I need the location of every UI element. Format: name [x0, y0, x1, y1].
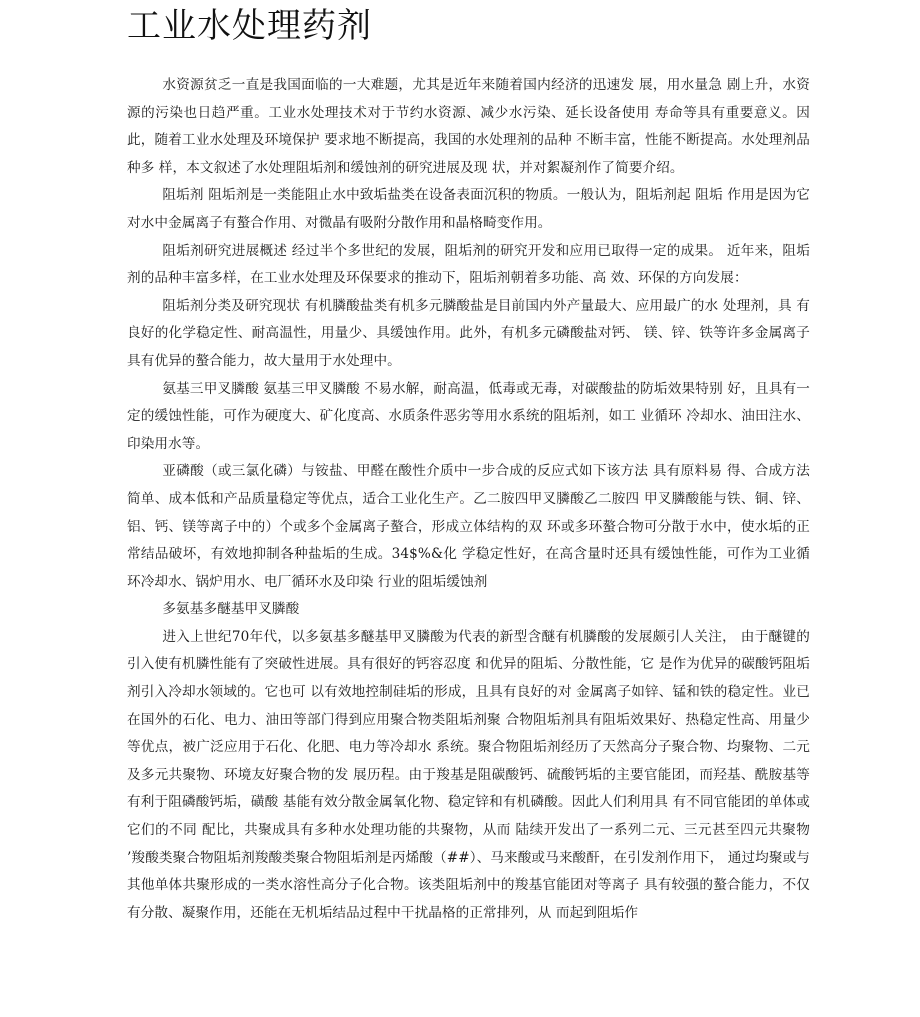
- paragraph-research-overview: 阻垢剂研究进展概述 经过半个多世纪的发展，阻垢剂的研究开发和应用已取得一定的成果。 近年来，阻垢剂的品种丰富多样，在工业水处理及环保要求的推动下，阻垢剂朝着多功能、高 效、环保的方向发展：: [127, 242, 810, 287]
- paragraph-classification: 阻垢剂分类及研究现状 有机膦酸盐类有机多元膦酸盐是目前国内外产量最大、应用最广的水 处理剂，具 有良好的化学稳定性、耐高温性，用量少、具缓蚀作用。此外，有机多元磷酸盐对钙、 镁、锌、铁等许多金属离子具有优异的螯合能力，故大量用于水处理中。: [127, 297, 810, 369]
- paragraph-synthesis: 亚磷酸（或三氯化磷）与铵盐、甲醛在酸性介质中一步合成的反应式如下该方法 具有原料易 得、合成方法简单、成本低和产品质量稳定等优点，适合工业化生产。乙二胺四甲叉膦酸乙二胺四 甲叉膦酸能与铁、铜、锌、铝、钙、镁等离子中的）个或多个金属离子螯合，形成立体结构的双 环或多环螯合物可分散于水中，使水垢的正常结品破坏，有效地抑制各种盐垢的生成。34$%&化 学稳定性好，在高含量时还具有缓蚀性能，可作为工业循环冷却水、锅炉用水、电厂循环水及印染 行业的阻垢缓蚀剂: [127, 463, 810, 590]
- paragraph-polymer: 进入上世纪70年代，以多氨基多醚基甲叉膦酸为代表的新型含醚有机膦酸的发展颇引人关注， 由于醚键的引入使有机膦性能有了突破性进展。具有很好的钙容忍度 和优异的阻垢、分散性能，它 是作为优异的碳酸钙阻垢剂引入冷却水领域的。它也可 以有效地控制硅垢的形成，且具有良好的对 金属离子如锌、锰和铁的稳定性。业已在国外的石化、电力、油田等部门得到应用聚合物类阻垢剂聚 合物阻垢剂具有阻垢效果好、热稳定性高、用量少等优点，被广泛应用于石化、化肥、电力等冷却水 系统。聚合物阻垢剂经历了天然高分子聚合物、均聚物、二元及多元共聚物、环境友好聚合物的发 展历程。由于羧基是阻碳酸钙、硫酸钙垢的主要官能团，而羟基、酰胺基等有利于阻磷酸钙垢，磺酸 基能有效分散金属氧化物、稳定锌和有机磷酸。因此人们利用具 有不同官能团的单体或它们的不同 配比，共聚成具有多种水处理功能的共聚物，从而 陆续开发出了一系列二元、三元甚至四元共聚物 ’羧酸类聚合物阻垢剂羧酸类聚合物阻垢剂是丙烯酸（##）、马来酸或马来酸酐，在引发剂作用下， 通过均聚或与其他单体共聚形成的一类水溶性高分子化合物。该类阻垢剂中的羧基官能团对等离子 具有较强的螯合能力，不仅有分散、凝聚作用，还能在无机垢结品过程中干扰晶格的正常排列，从 而起到阻垢作: [127, 628, 810, 921]
- paragraph-atmp: 氨基三甲叉膦酸 氨基三甲叉膦酸 不易水解，耐高温，低毒或无毒，对碳酸盐的防垢效果特别 好，且具有一定的缓蚀性能，可作为硬度大、矿化度高、水质条件恶劣等用水系统的阻垢剂，如工 业循环 冷却水、油田注水、印染用水等。: [127, 380, 810, 452]
- paragraph-intro: 水资源贫乏一直是我国面临的一大难题，尤其是近年来随着国内经济的迅速发 展，用水量急 剧上升，水资源的污染也日趋严重。工业水处理技术对于节约水资源、减少水污染、延长设备使用 寿命等具有重要意义。因此，随着工业水处理及环境保护 要求地不断提高，我国的水处理剂的品种 不断丰富，性能不断提高。水处理剂品种多 样，本文叙述了水处理阻垢剂和缓蚀剂的研究进展及现 状，并对絮凝剂作了简要介绍。: [127, 77, 810, 176]
- paragraph-scale-inhibitor: 阻垢剂 阻垢剂是一类能阻止水中致垢盐类在设备表面沉积的物质。一般认为，阻垢剂起 阻垢 作用是因为它对水中金属离子有螯合作用、对微晶有吸附分散作用和晶格畸变作用。: [127, 187, 810, 231]
- document-title: 工业水处理药剂: [127, 6, 372, 46]
- paragraph-heading-polyamino: 多氨基多醚基甲叉膦酸: [162, 601, 300, 618]
- document-body: [127, 72, 810, 927]
